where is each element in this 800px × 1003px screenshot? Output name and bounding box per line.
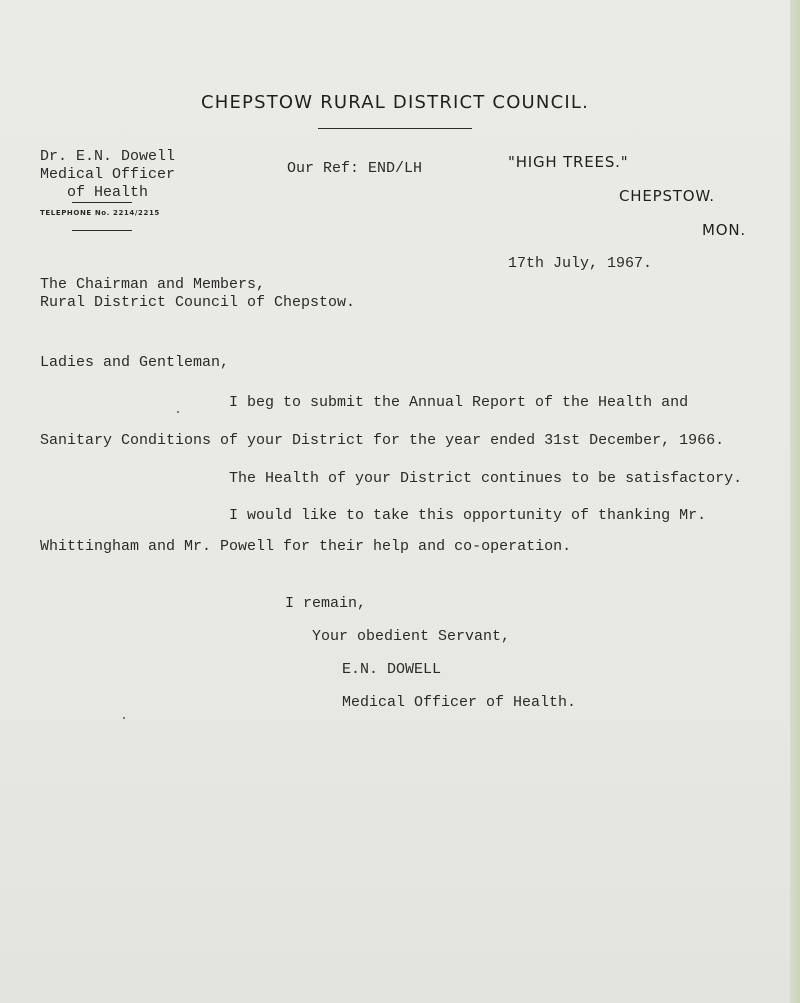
recipient-line-1: The Chairman and Members, xyxy=(40,276,266,293)
signature: E.N. DOWELL xyxy=(342,661,442,678)
header-rule xyxy=(318,128,472,129)
body-line-2: Sanitary Conditions of your District for the year ended 31st December, 1966. xyxy=(40,432,725,449)
page-edge xyxy=(790,0,800,1003)
address-line-3: MON. xyxy=(702,221,746,239)
sender-title-1: Medical Officer xyxy=(40,166,176,183)
sender-name: Dr. E.N. Dowell xyxy=(40,148,176,165)
body-line-4: I would like to take this opportunity of thanking Mr. xyxy=(229,507,707,524)
address-line-1: "HIGH TREES." xyxy=(508,153,629,171)
sender-rule xyxy=(72,202,132,203)
closing-servant: Your obedient Servant, xyxy=(312,628,511,645)
council-name: CHEPSTOW RURAL DISTRICT COUNCIL. xyxy=(200,92,590,113)
sender-title-2: of Health xyxy=(67,184,149,201)
address-line-2: CHEPSTOW. xyxy=(619,187,715,205)
body-line-5: Whittingham and Mr. Powell for their help and co-operation. xyxy=(40,538,572,555)
signatory-title: Medical Officer of Health. xyxy=(342,694,577,711)
recipient-line-2: Rural District Council of Chepstow. xyxy=(40,294,356,311)
scan-speck xyxy=(123,717,125,719)
body-line-3: The Health of your District continues to be satisfactory. xyxy=(229,470,743,487)
closing-remain: I remain, xyxy=(285,595,367,612)
telephone-rule xyxy=(72,230,132,231)
salutation: Ladies and Gentleman, xyxy=(40,354,230,371)
reference: Our Ref: END/LH xyxy=(287,160,423,177)
body-line-1: I beg to submit the Annual Report of the Health and xyxy=(229,394,689,411)
scan-speck xyxy=(177,411,179,413)
letter-date: 17th July, 1967. xyxy=(508,255,653,272)
telephone-number: TELEPHONE No. 2214/2215 xyxy=(40,209,160,217)
